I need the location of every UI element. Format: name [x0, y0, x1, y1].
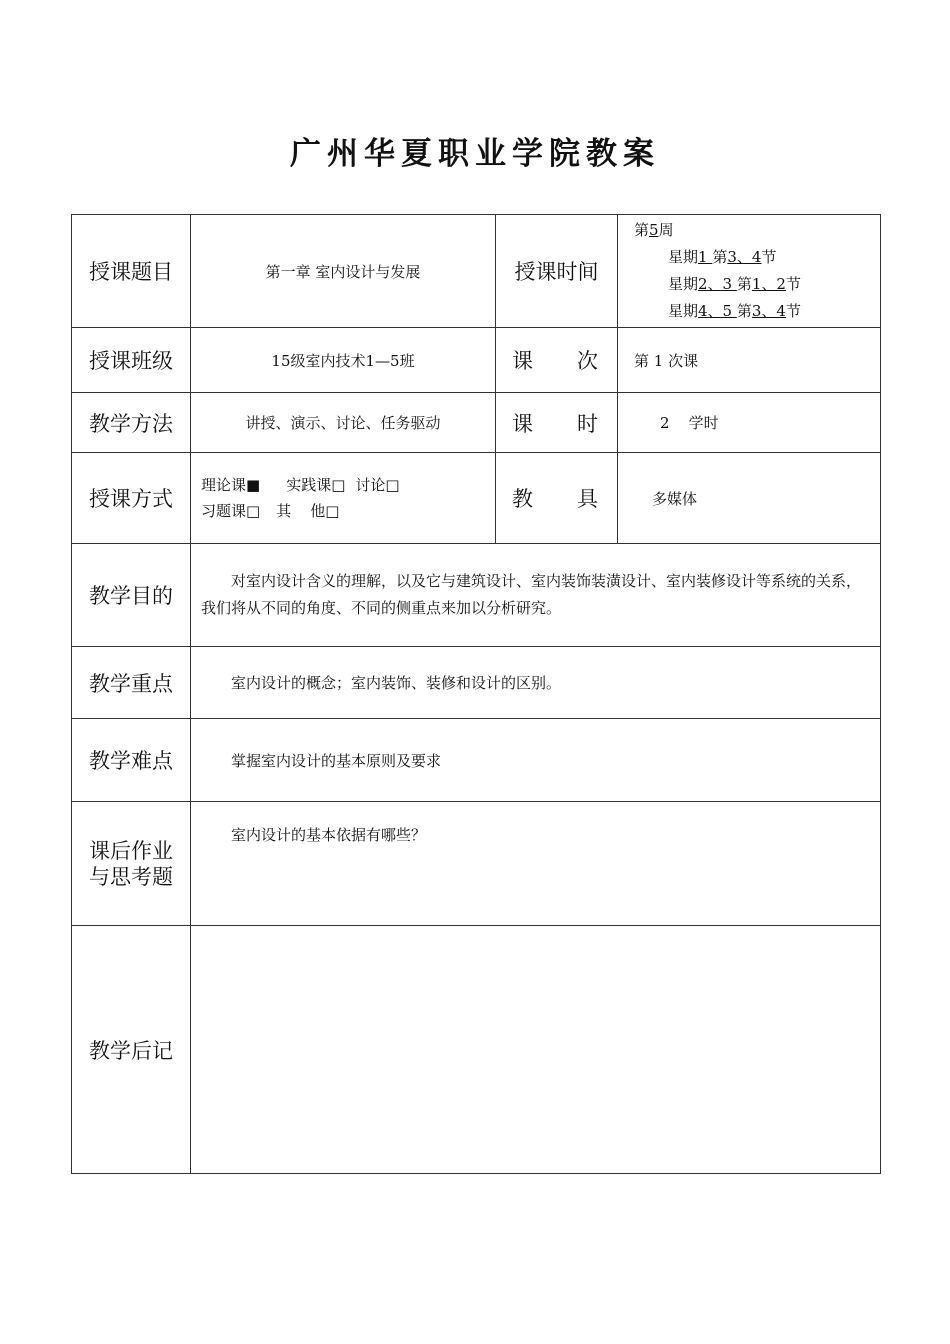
hours-label-a: 课: [512, 411, 533, 436]
section-prefix: 第: [712, 248, 728, 266]
row-homework: [72, 802, 881, 926]
method-value: 讲授、演示、讨论、任务驱动: [191, 393, 496, 453]
weekday: 4、5: [698, 302, 737, 320]
section-prefix: 第: [736, 302, 752, 320]
homework-value: 室内设计的基本依据有哪些？: [191, 802, 881, 926]
mode-exercise: 习题课□: [201, 502, 261, 520]
schedule-line-3: [634, 298, 880, 325]
afterword-label: 教学后记: [72, 926, 191, 1174]
weekday: 1: [698, 248, 713, 266]
row-method: [72, 393, 881, 453]
weekday-prefix: 星期: [668, 275, 699, 293]
week-line: [634, 217, 880, 244]
topic-value: 第一章 室内设计与发展: [191, 215, 496, 328]
homework-label-line2: 与思考题: [89, 864, 173, 889]
mode-label: 授课方式: [72, 453, 191, 544]
row-mode: [72, 453, 881, 544]
schedule-line-2: [634, 271, 880, 298]
tools-label-b: 具: [577, 487, 598, 511]
time-label: 授课时间: [496, 215, 618, 328]
mode-practice: 实践课□: [286, 476, 346, 494]
row-difficulty: [72, 719, 881, 802]
section-suffix: 节: [761, 248, 777, 266]
row-topic: [72, 215, 881, 328]
week-prefix: 第: [634, 221, 650, 239]
session-value: 第 1 次课: [618, 328, 881, 393]
class-label: 授课班级: [72, 328, 191, 393]
hours-label: [496, 393, 618, 453]
keypoints-value: 室内设计的概念；室内装饰、装修和设计的区别。: [191, 647, 881, 719]
section: 3、4: [751, 302, 786, 320]
objective-value: 对室内设计含义的理解，以及它与建筑设计、室内装饰装潢设计、室内装修设计等系统的关系，我们将从不同的角度、不同的侧重点来加以分析研究。: [191, 544, 881, 647]
mode-other: 其 他□: [276, 502, 340, 520]
session-label-b: 次: [577, 349, 598, 373]
afterword-value: [191, 926, 881, 1174]
tools-value: 多媒体: [618, 453, 881, 544]
homework-label-line1: 课后作业: [89, 838, 173, 863]
weekday-prefix: 星期: [668, 302, 699, 320]
mode-discussion: 讨论□: [355, 476, 400, 494]
section: 3、4: [727, 248, 762, 266]
mode-value: [191, 453, 496, 544]
row-afterword: [72, 926, 881, 1174]
mode-theory: 理论课■: [201, 476, 261, 494]
time-value: [618, 215, 881, 328]
week-number: 5: [649, 221, 659, 239]
row-keypoints: [72, 647, 881, 719]
schedule-line-1: [634, 244, 880, 271]
method-label: 教学方法: [72, 393, 191, 453]
mode-line-1: [201, 472, 495, 498]
difficulty-value: 掌握室内设计的基本原则及要求: [191, 719, 881, 802]
row-class: [72, 328, 881, 393]
topic-label: 授课题目: [72, 215, 191, 328]
class-value: 15级室内技术1—5班: [191, 328, 496, 393]
keypoints-label: 教学重点: [72, 647, 191, 719]
homework-label: [72, 802, 191, 926]
section-prefix: 第: [736, 275, 752, 293]
week-suffix: 周: [658, 221, 674, 239]
session-label-a: 课: [512, 349, 533, 373]
tools-label-a: 教: [512, 487, 533, 511]
row-objective: [72, 544, 881, 647]
section: 1、2: [751, 275, 786, 293]
page-title: 广州华夏职业学院教案: [290, 136, 660, 172]
session-label: [496, 328, 618, 393]
section-suffix: 节: [785, 275, 801, 293]
section-suffix: 节: [785, 302, 801, 320]
difficulty-label: 教学难点: [72, 719, 191, 802]
weekday: 2、3: [698, 275, 737, 293]
lesson-plan-table: [71, 214, 881, 1174]
mode-line-2: [201, 498, 495, 524]
tools-label: [496, 453, 618, 544]
objective-label: 教学目的: [72, 544, 191, 647]
hours-value: 2 学时: [618, 393, 881, 453]
hours-label-b: 时: [577, 411, 598, 436]
weekday-prefix: 星期: [668, 248, 699, 266]
